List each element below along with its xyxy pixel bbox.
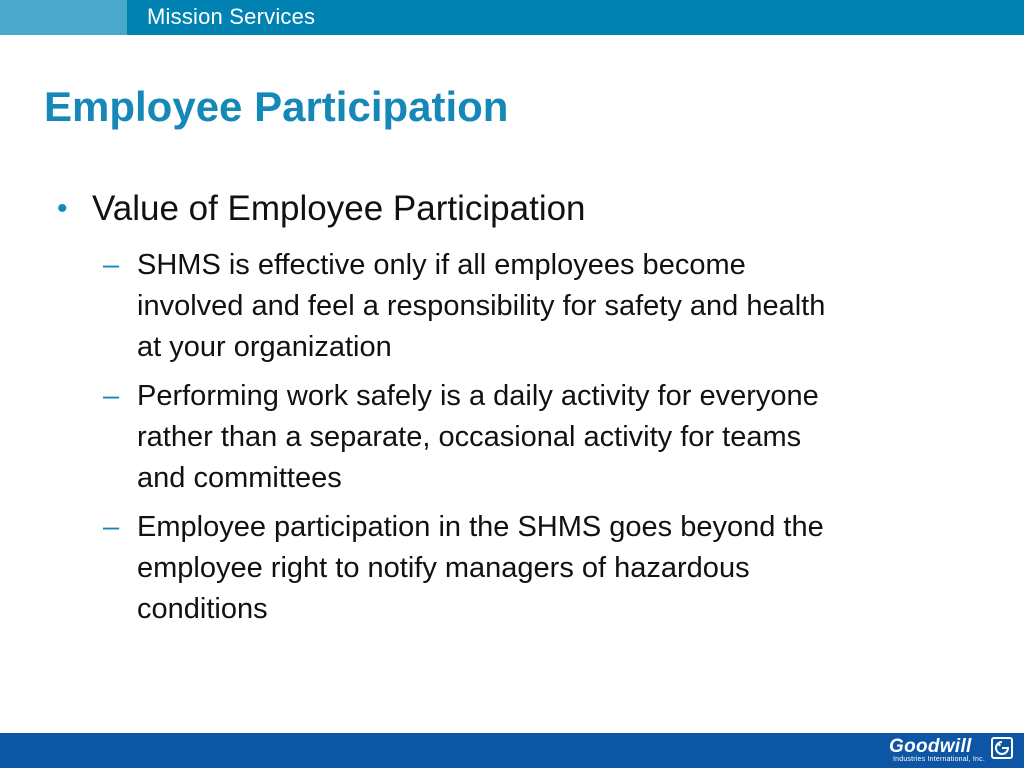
sub-item-line: employee right to notify managers of hazardous	[137, 552, 750, 584]
goodwill-logo-text: Goodwill	[889, 736, 972, 757]
sub-item-line: and committees	[137, 462, 342, 494]
sub-item-line: conditions	[137, 593, 268, 625]
bullet-text: Value of Employee Participation	[92, 189, 586, 228]
sub-item-line: Performing work safely is a daily activity for everyone	[137, 380, 819, 412]
sub-item-line: SHMS is effective only if all employees become	[137, 249, 746, 281]
goodwill-logo-subtext: Industries International, Inc.	[893, 756, 985, 763]
header-accent-block	[0, 0, 127, 35]
header-bar	[0, 0, 1024, 35]
bullet-dot-icon: •	[57, 192, 68, 225]
goodwill-smile-g-icon	[991, 737, 1013, 759]
slide-title: Employee Participation	[44, 83, 509, 130]
sub-item-line: rather than a separate, occasional activity for teams	[137, 421, 802, 453]
dash-icon: –	[103, 511, 120, 543]
sub-item-line: at your organization	[137, 331, 392, 363]
footer-bar	[0, 733, 1024, 768]
dash-icon: –	[103, 380, 120, 412]
dash-icon: –	[103, 249, 120, 281]
header-label: Mission Services	[147, 4, 316, 29]
sub-item-line: involved and feel a responsibility for safety and health	[137, 290, 826, 322]
sub-item-line: Employee participation in the SHMS goes beyond the	[137, 511, 824, 543]
